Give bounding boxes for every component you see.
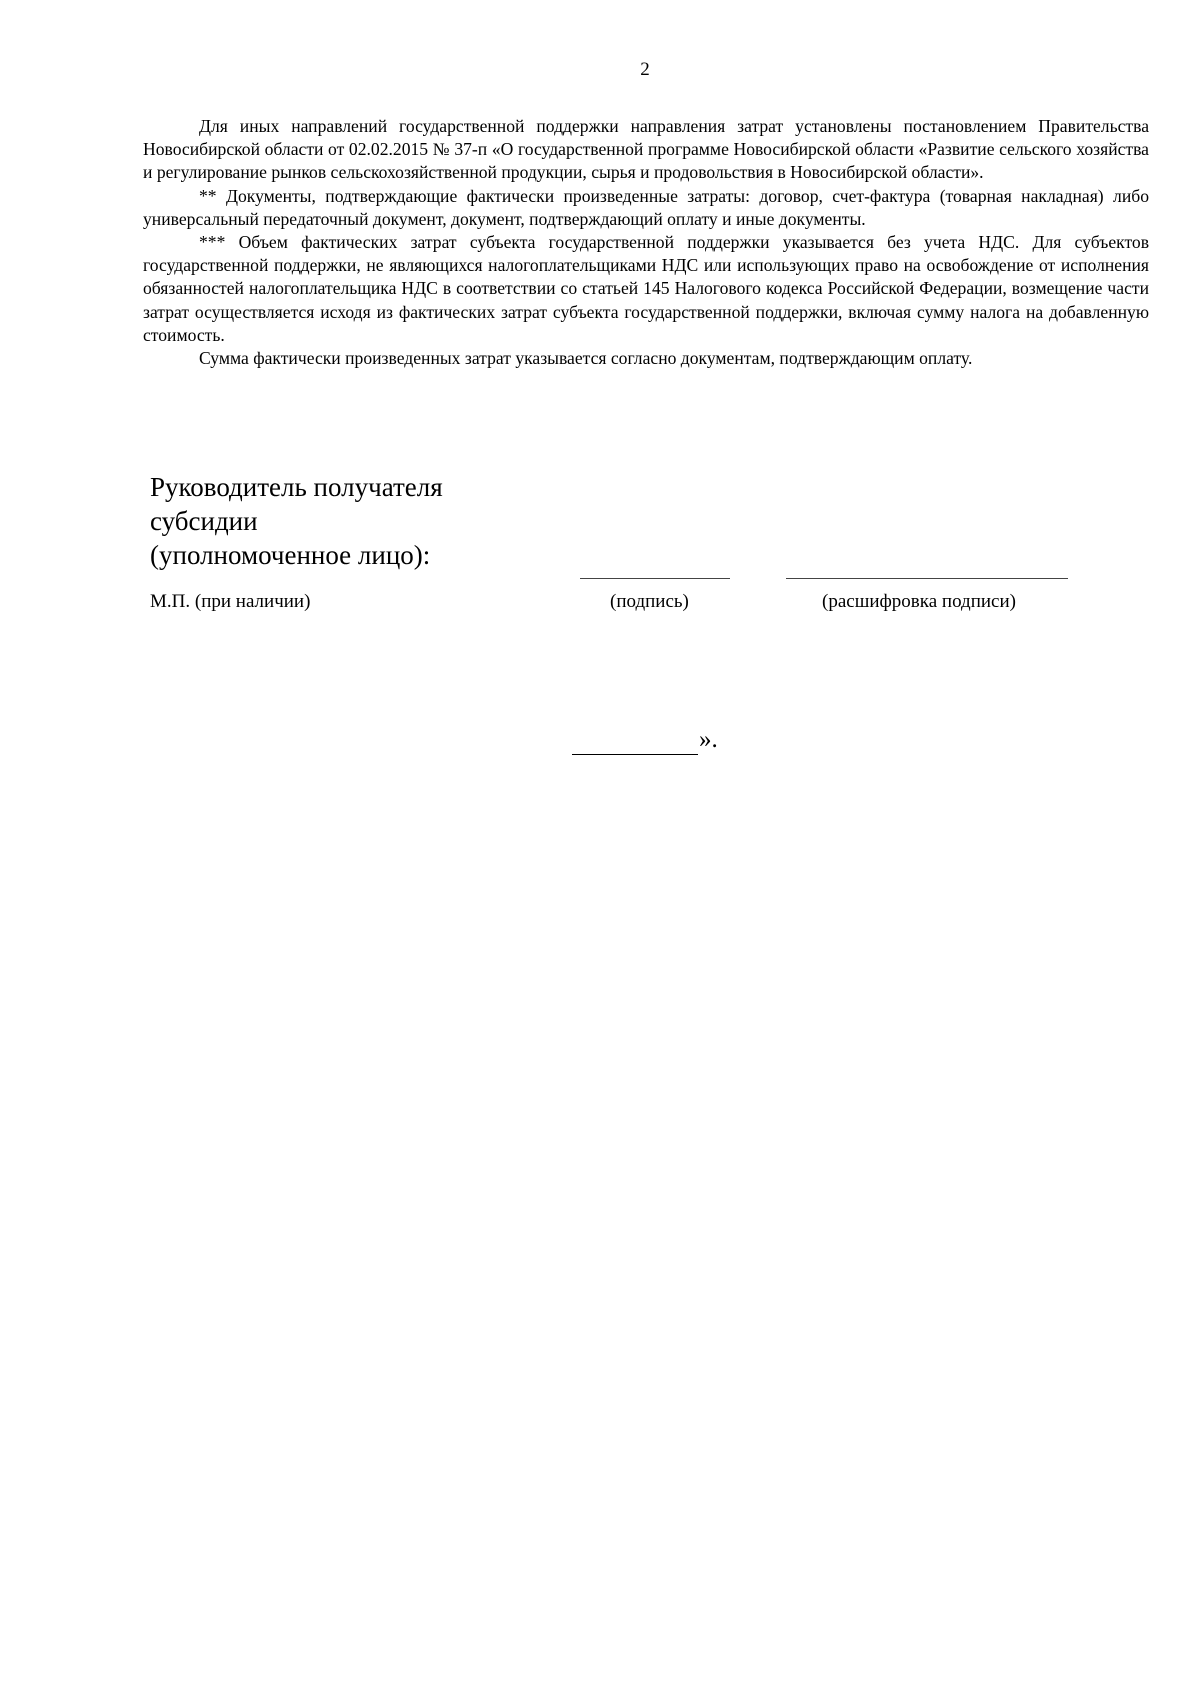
note-paragraph-documents: ** Документы, подтверждающие фактически произведенные затраты: договор, счет-фактура (товарная накладная) либо универсальный передаточный документ, документ, подтверждающий оплату и иные документы. bbox=[143, 185, 1149, 229]
note-paragraph-sum: Сумма фактически произведенных затрат указывается согласно документам, подтверждающим оплату. bbox=[199, 348, 973, 369]
closing-underline bbox=[572, 754, 698, 755]
signer-title-line: (уполномоченное лицо): bbox=[150, 540, 431, 570]
closing-quote-mark: ». bbox=[699, 726, 718, 753]
signature-decoding-caption: (расшифровка подписи) bbox=[822, 591, 1016, 612]
note-paragraph-directions: Для иных направлений государственной поддержки направления затрат установлены постановлением Правительства Новосибирской области от 02.02.2015 № 37-п «О государственной программе Новосибирской области «Развитие сельского хозяйства и регулирование рынков сельскохозяйственной продукции, сырья и продовольствия в Новосибирской области». bbox=[143, 116, 1149, 183]
page-number: 2 bbox=[640, 59, 650, 80]
signer-title bbox=[150, 470, 510, 572]
stamp-label: М.П. (при наличии) bbox=[150, 591, 311, 612]
footnotes-section bbox=[143, 115, 1149, 370]
signature-caption: (подпись) bbox=[610, 591, 689, 612]
signature-decoding-line bbox=[786, 578, 1068, 579]
signer-title-line: субсидии bbox=[150, 506, 258, 536]
note-paragraph-vat: *** Объем фактических затрат субъекта государственной поддержки указывается без учета НДС. Для субъектов государственной поддержки, не являющихся налогоплательщиками НДС или использующих право на освобождение от исполнения обязанностей налогоплательщика НДС в соответствии со статьей 145 Налогового кодекса Российской Федерации, возмещение части затрат осуществляется исходя из фактических затрат субъекта государственной поддержки, включая сумму налога на добавленную стоимость. bbox=[143, 232, 1149, 345]
signer-title-line: Руководитель получателя bbox=[150, 472, 443, 502]
signature-line bbox=[580, 578, 730, 579]
